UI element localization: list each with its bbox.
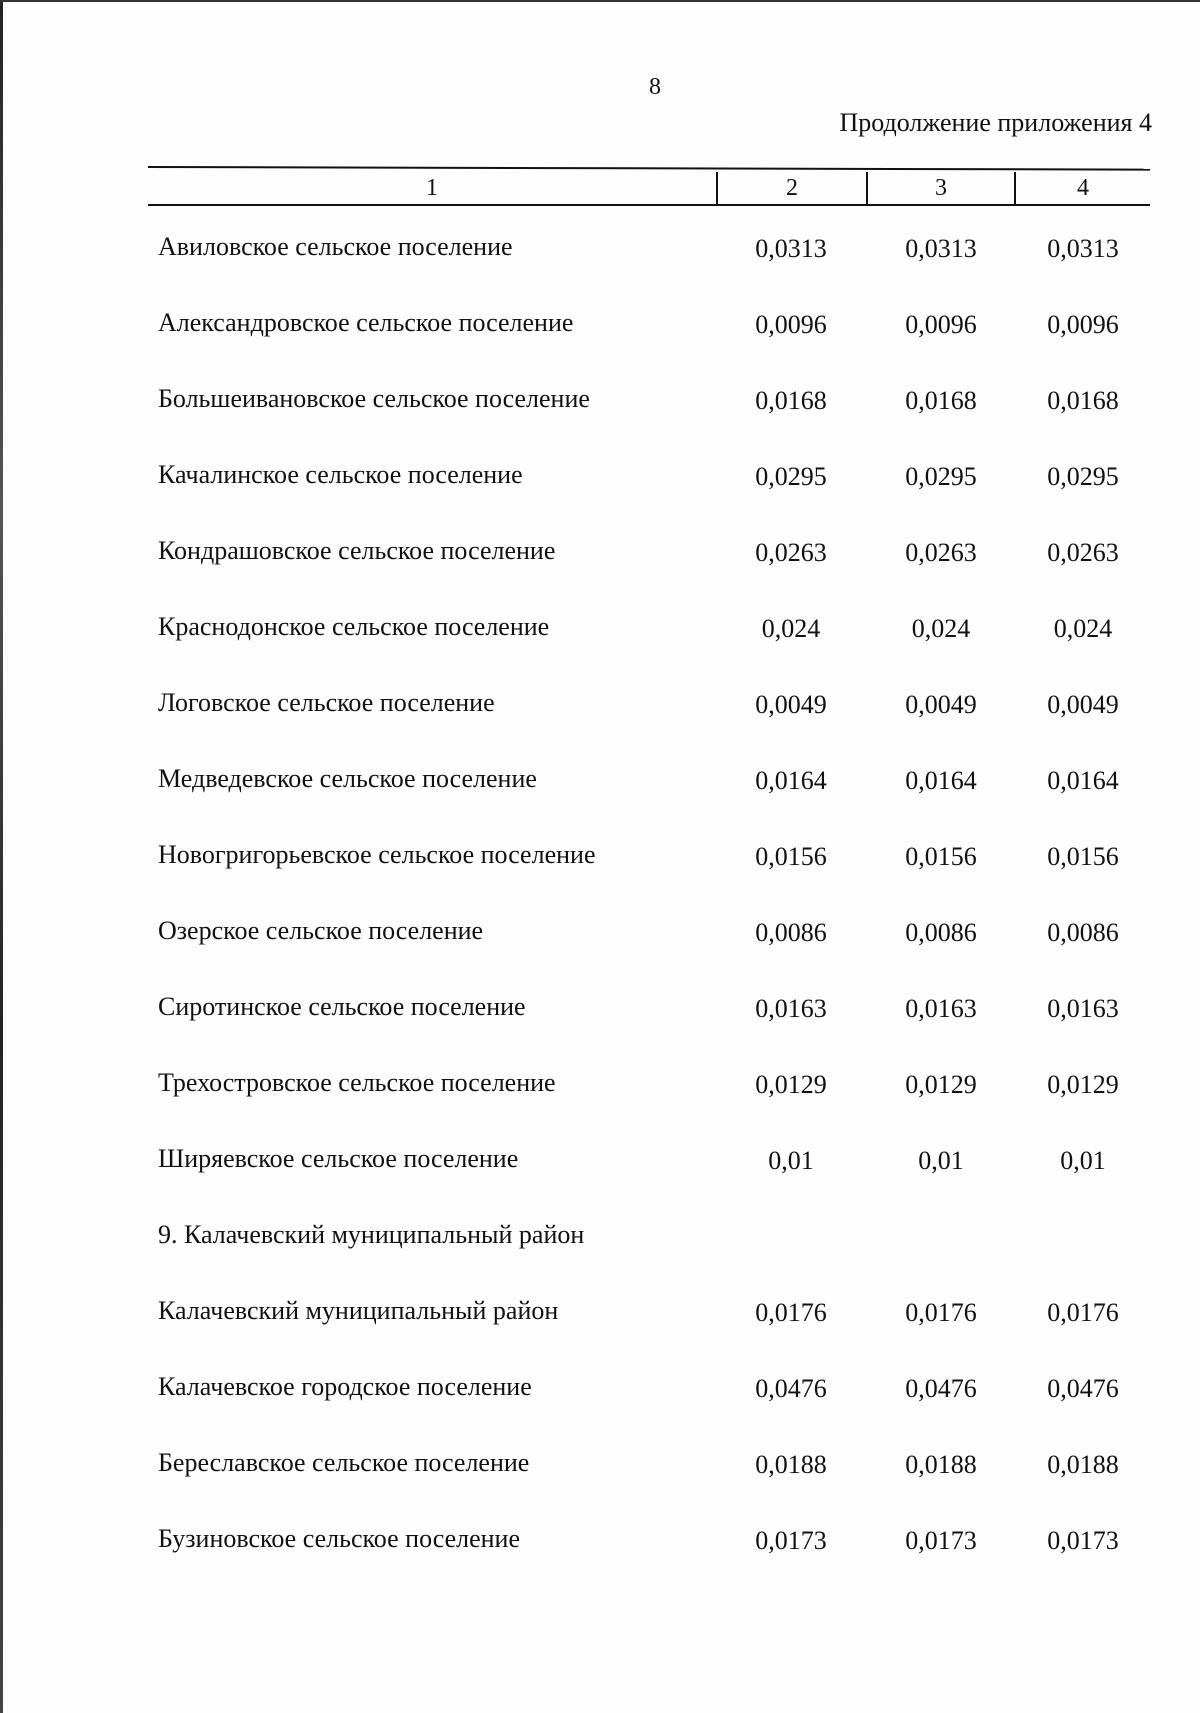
- row-value-3: 0,0096: [905, 310, 977, 339]
- row-name: Качалинское сельское поселение: [158, 460, 523, 489]
- continuation-label: Продолжение приложения 4: [839, 108, 1152, 137]
- row-value-3: 0,0295: [905, 462, 977, 491]
- row-name: Новогригорьевское сельское поселение: [158, 840, 596, 869]
- row-value-4: 0,0096: [1047, 310, 1119, 339]
- row-value-4: 0,0164: [1047, 766, 1119, 795]
- row-value-4: 0,0263: [1047, 538, 1119, 567]
- table-row: [0, 1508, 1200, 1584]
- row-value-4: 0,0173: [1047, 1526, 1119, 1555]
- row-value-2: 0,0188: [755, 1450, 827, 1479]
- section-heading-row: [0, 1204, 1200, 1280]
- row-value-4: 0,0168: [1047, 386, 1119, 415]
- table-row: [0, 1052, 1200, 1128]
- row-value-2: 0,0168: [755, 386, 827, 415]
- table-row: [0, 368, 1200, 444]
- table-body: [0, 216, 1200, 1584]
- row-value-2: 0,0049: [755, 690, 827, 719]
- header-cell-4: 4: [1077, 175, 1089, 201]
- row-name: Кондрашовское сельское поселение: [158, 536, 556, 565]
- row-value-3: 0,0173: [905, 1526, 977, 1555]
- row-value-4: 0,0176: [1047, 1298, 1119, 1327]
- row-name: Бузиновское сельское поселение: [158, 1524, 520, 1553]
- row-name: Сиротинское сельское поселение: [158, 992, 526, 1021]
- header-cell-1: 1: [426, 175, 438, 201]
- table-row: [0, 444, 1200, 520]
- row-name: Логовское сельское поселение: [158, 688, 495, 717]
- row-name: Медведевское сельское поселение: [158, 764, 537, 793]
- table-row: [0, 520, 1200, 596]
- row-value-4: 0,0163: [1047, 994, 1119, 1023]
- row-name: Краснодонское сельское поселение: [158, 612, 550, 641]
- table-row: [0, 900, 1200, 976]
- header-cell-3: 3: [935, 175, 947, 201]
- scan-edge-top: [0, 0, 1200, 2]
- row-value-3: 0,0163: [905, 994, 977, 1023]
- table-row: [0, 976, 1200, 1052]
- row-value-2: 0,0096: [755, 310, 827, 339]
- table-row: [0, 1432, 1200, 1508]
- row-value-2: 0,024: [761, 614, 821, 643]
- page-number: 8: [649, 74, 661, 100]
- row-value-3: 0,0156: [905, 842, 977, 871]
- table-row: [0, 1128, 1200, 1204]
- row-value-3: 0,0313: [905, 234, 977, 263]
- row-value-2: 0,0263: [755, 538, 827, 567]
- row-value-4: 0,0313: [1047, 234, 1119, 263]
- row-value-4: 0,0049: [1047, 690, 1119, 719]
- row-name: Александровское сельское поселение: [158, 308, 574, 337]
- row-value-2: 0,01: [768, 1146, 814, 1175]
- table-row: [0, 672, 1200, 748]
- row-value-4: 0,0129: [1047, 1070, 1119, 1099]
- row-value-3: 0,0168: [905, 386, 977, 415]
- row-name: Береславское сельское поселение: [158, 1448, 530, 1477]
- row-value-4: 0,0188: [1047, 1450, 1119, 1479]
- row-value-2: 0,0173: [755, 1526, 827, 1555]
- table-row: [0, 596, 1200, 672]
- table-row: [0, 1280, 1200, 1356]
- row-name: Авиловское сельское поселение: [158, 232, 513, 261]
- row-value-3: 0,0049: [905, 690, 977, 719]
- row-value-2: 0,0313: [755, 234, 827, 263]
- table-row: [0, 824, 1200, 900]
- row-value-2: 0,0156: [755, 842, 827, 871]
- header-bottom-rule: [148, 204, 1150, 206]
- row-value-3: 0,0476: [905, 1374, 977, 1403]
- row-value-3: 0,0188: [905, 1450, 977, 1479]
- row-value-2: 0,0476: [755, 1374, 827, 1403]
- table-header: [148, 166, 1150, 206]
- row-name: Калачевский муниципальный район: [158, 1296, 559, 1325]
- row-value-4: 0,01: [1060, 1146, 1106, 1175]
- row-value-4: 0,0295: [1047, 462, 1119, 491]
- row-value-4: 0,0086: [1047, 918, 1119, 947]
- table-row: [0, 292, 1200, 368]
- row-value-2: 0,0163: [755, 994, 827, 1023]
- row-name: Трехостровское сельское поселение: [158, 1068, 556, 1097]
- row-name: Озерское сельское поселение: [158, 916, 484, 945]
- row-value-4: 0,0476: [1047, 1374, 1119, 1403]
- row-value-4: 0,0156: [1047, 842, 1119, 871]
- row-value-3: 0,01: [918, 1146, 964, 1175]
- row-value-3: 0,0164: [905, 766, 977, 795]
- row-value-2: 0,0086: [755, 918, 827, 947]
- table-row: [0, 748, 1200, 824]
- row-value-3: 0,0129: [905, 1070, 977, 1099]
- header-cell-2: 2: [786, 175, 798, 201]
- row-value-2: 0,0129: [755, 1070, 827, 1099]
- table-row: [0, 216, 1200, 292]
- table-row: [0, 1356, 1200, 1432]
- row-name: Большеивановское сельское поселение: [158, 384, 590, 413]
- section-heading: 9. Калачевский муниципальный район: [158, 1220, 585, 1249]
- row-value-2: 0,0176: [755, 1298, 827, 1327]
- row-value-2: 0,0164: [755, 766, 827, 795]
- row-value-3: 0,0176: [905, 1298, 977, 1327]
- header-top-rule: [148, 166, 1150, 170]
- row-value-4: 0,024: [1053, 614, 1113, 643]
- row-value-3: 0,024: [911, 614, 971, 643]
- row-name: Калачевское городское поселение: [158, 1372, 532, 1401]
- row-value-2: 0,0295: [755, 462, 827, 491]
- row-name: Ширяевское сельское поселение: [158, 1144, 519, 1173]
- row-value-3: 0,0263: [905, 538, 977, 567]
- row-value-3: 0,0086: [905, 918, 977, 947]
